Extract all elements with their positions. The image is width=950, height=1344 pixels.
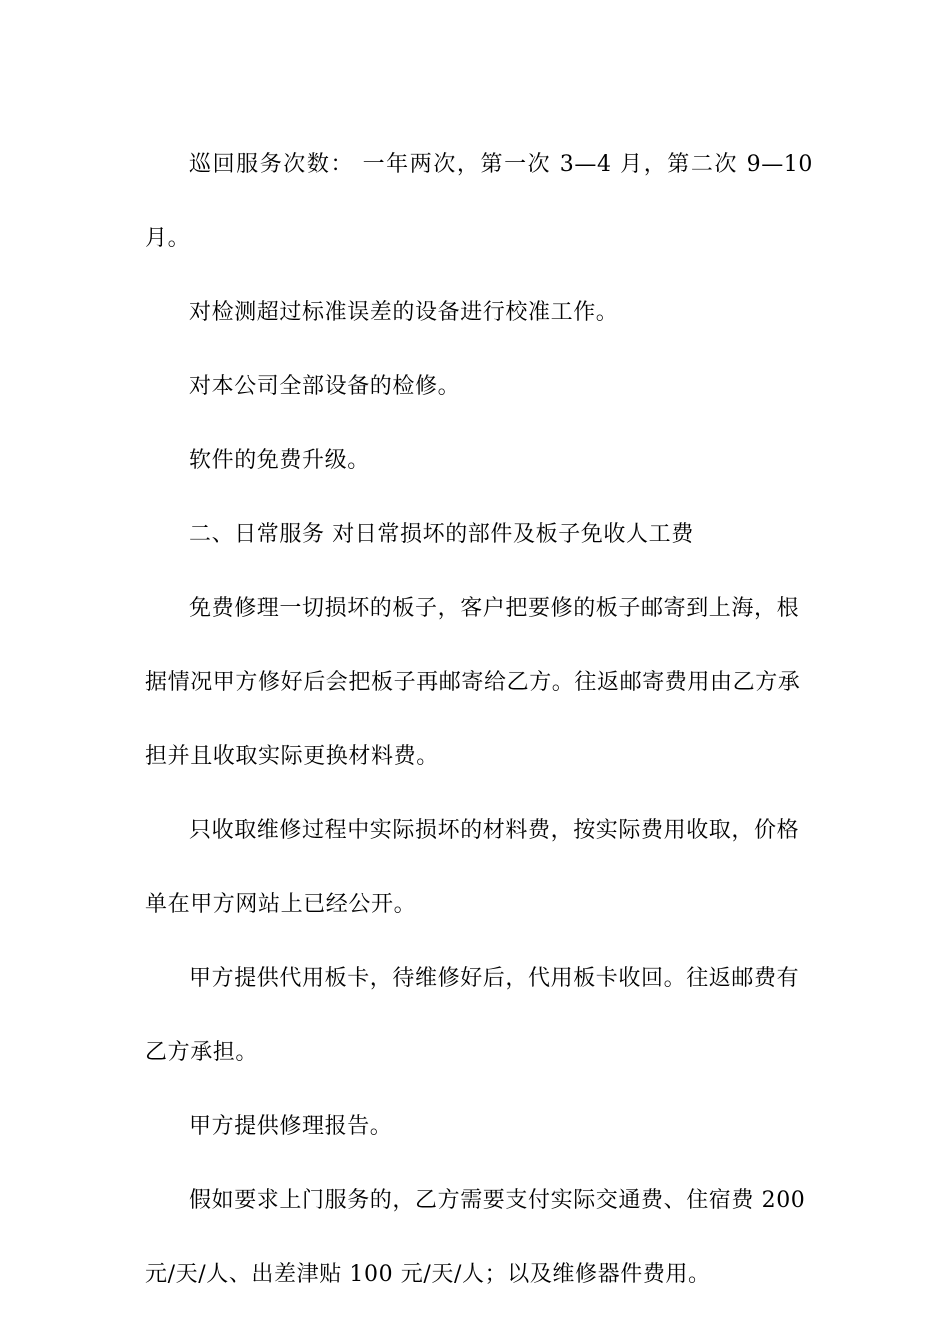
- paragraph-free-repair: [145, 572, 813, 794]
- text-line: 据情况甲方修好后会把板子再邮寄给乙方。往返邮寄费用由乙方承: [145, 670, 801, 695]
- text-line: 软件的免费升级。: [189, 448, 370, 473]
- text-line: 免费修理一切损坏的板子，客户把要修的板子邮寄到上海，根: [189, 596, 800, 621]
- text-line: 担并且收取实际更换材料费。: [145, 744, 439, 769]
- paragraph-calibration: [145, 276, 813, 350]
- text-line: 甲方提供修理报告。: [189, 1114, 393, 1139]
- text-line: 对检测超过标准误差的设备进行校准工作。: [189, 300, 619, 325]
- text-line: 乙方承担。: [145, 1040, 259, 1065]
- paragraph-substitute-board: [145, 942, 813, 1090]
- paragraph-repair-report: [145, 1090, 813, 1164]
- paragraph-software-upgrade: [145, 424, 813, 498]
- section-heading-daily-service: [145, 498, 813, 572]
- text-line: 巡回服务次数： 一年两次，第一次 3—4 月，第二次 9—10 月。: [145, 152, 813, 251]
- text-line: 二、日常服务 对日常损坏的部件及板子免收人工费: [189, 522, 694, 547]
- text-line: 对本公司全部设备的检修。: [189, 374, 461, 399]
- paragraph-maintenance: [145, 350, 813, 424]
- paragraph-material-fee: [145, 794, 813, 942]
- text-line: 元/天/人、出差津贴 100 元/天/人；以及维修器件费用。: [145, 1262, 711, 1287]
- text-line: 假如要求上门服务的，乙方需要支付实际交通费、住宿费 200: [189, 1188, 806, 1213]
- paragraph-service-count: [145, 128, 813, 276]
- document-body: [145, 128, 813, 1312]
- text-line: 甲方提供代用板卡，待维修好后，代用板卡收回。往返邮费有: [189, 966, 800, 991]
- text-line: 只收取维修过程中实际损坏的材料费，按实际费用收取，价格: [189, 818, 800, 843]
- text-line: 单在甲方网站上已经公开。: [145, 892, 417, 917]
- paragraph-onsite-service: [145, 1164, 813, 1312]
